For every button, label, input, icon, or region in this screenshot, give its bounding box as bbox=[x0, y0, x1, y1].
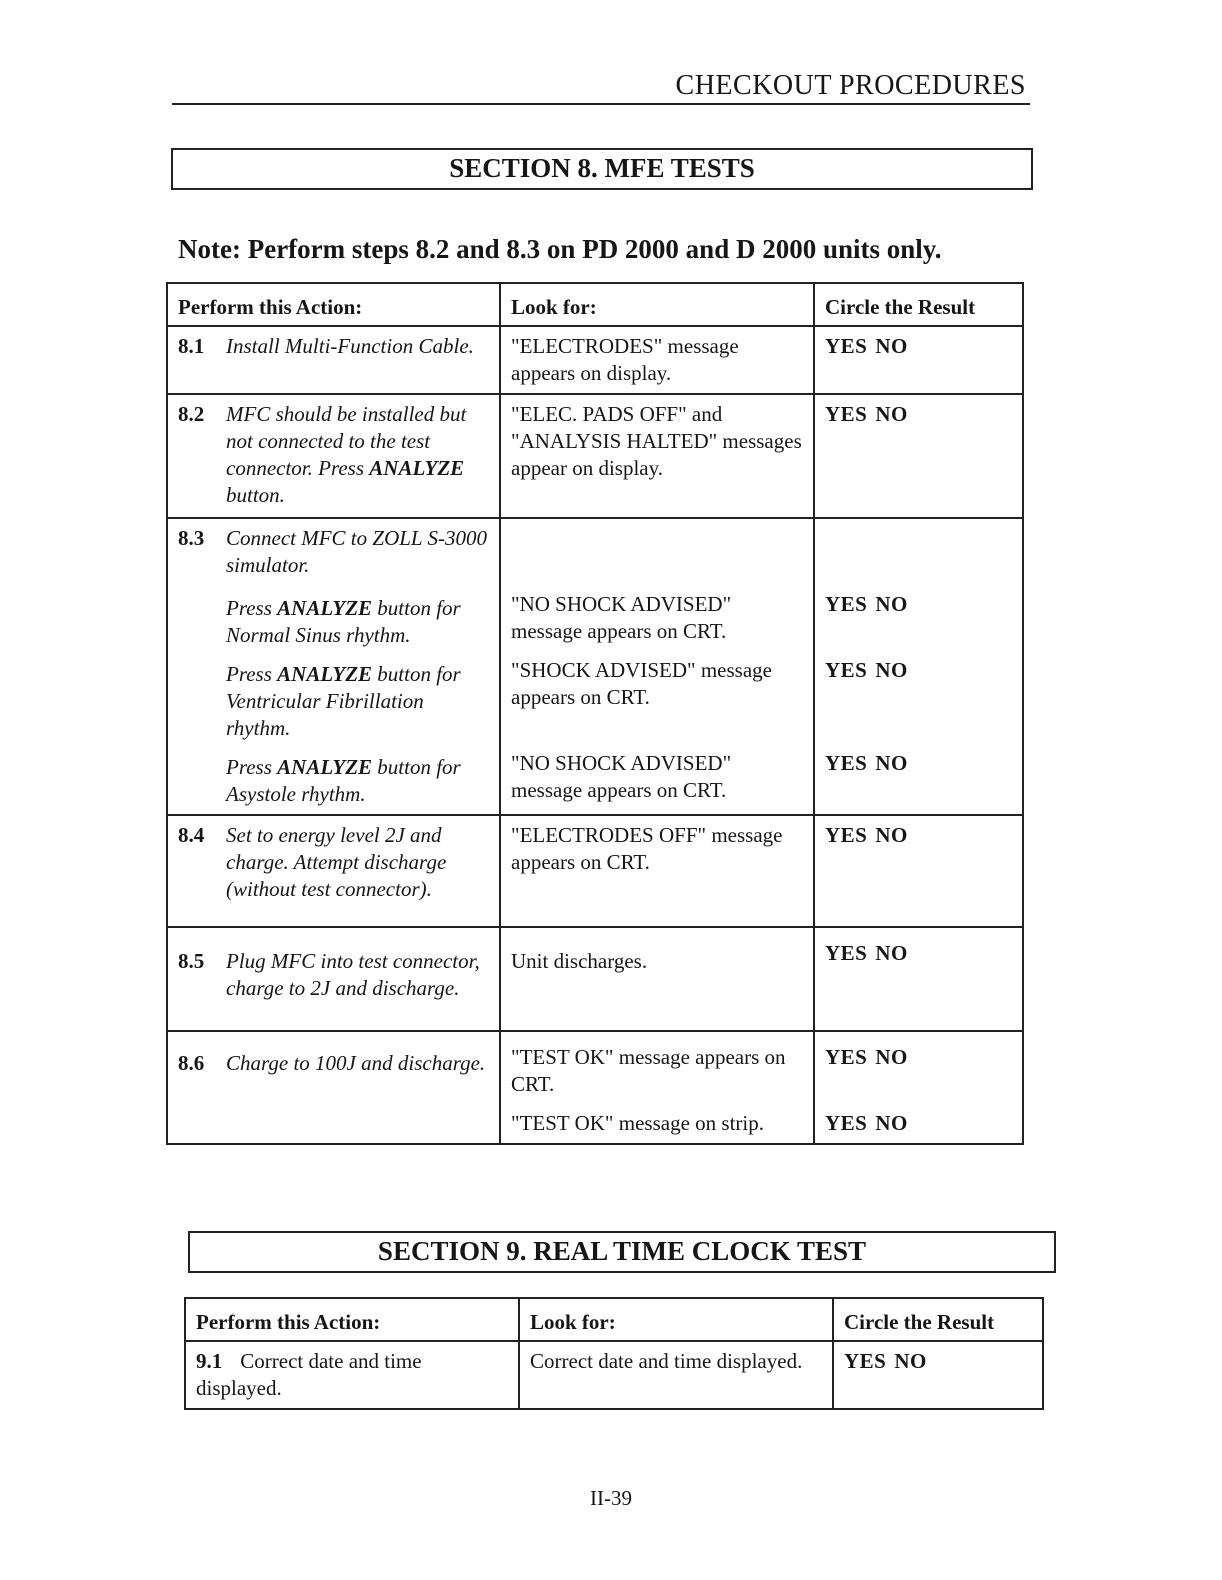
column-header-result: Circle the Result bbox=[833, 1298, 1043, 1341]
look-sub-3: "NO SHOCK ADVISED" message appears on CRT. bbox=[511, 751, 732, 802]
step-number: 8.2 bbox=[178, 402, 205, 426]
action-text: Install Multi-Function Cable. bbox=[226, 334, 474, 358]
table-header-row bbox=[167, 283, 1023, 326]
column-header-look: Look for: bbox=[500, 283, 814, 326]
result-yes[interactable]: YES bbox=[825, 823, 868, 847]
look-cell: Correct date and time displayed. bbox=[519, 1341, 833, 1409]
look-line-1: "TEST OK" message appears on CRT. bbox=[511, 1045, 786, 1096]
result-cell bbox=[814, 394, 1023, 518]
sub-action-1 bbox=[226, 595, 489, 649]
action-cell bbox=[185, 1341, 519, 1409]
look-cell: Unit discharges. bbox=[500, 927, 814, 1031]
action-cell bbox=[167, 1031, 500, 1144]
look-line-2: "TEST OK" message on strip. bbox=[511, 1111, 764, 1135]
sub-text: Press bbox=[226, 755, 278, 779]
result-line-2 bbox=[825, 1110, 1012, 1137]
result-sub-2 bbox=[825, 657, 1012, 684]
column-header-result: Circle the Result bbox=[814, 283, 1023, 326]
result-no[interactable]: NO bbox=[875, 823, 908, 847]
sub-action-3 bbox=[226, 754, 489, 808]
action-cell bbox=[167, 927, 500, 1031]
result-yes[interactable]: YES bbox=[825, 658, 868, 682]
result-cell bbox=[814, 326, 1023, 394]
section-9-table bbox=[184, 1297, 1044, 1410]
look-cell bbox=[500, 518, 814, 815]
result-no[interactable]: NO bbox=[875, 1045, 908, 1069]
action-cell bbox=[167, 326, 500, 394]
step-number: 8.3 bbox=[178, 526, 205, 550]
action-cell bbox=[167, 394, 500, 518]
result-no[interactable]: NO bbox=[875, 334, 908, 358]
result-no[interactable]: NO bbox=[894, 1349, 927, 1373]
page-number: II-39 bbox=[590, 1486, 632, 1510]
sub-text: button for Normal Sinus rhythm. bbox=[226, 596, 461, 647]
look-cell: "ELECTRODES OFF" message appears on CRT. bbox=[500, 815, 814, 927]
page-header-title: CHECKOUT PROCEDURES bbox=[675, 70, 1026, 101]
sub-text: button for Asystole rhythm. bbox=[226, 755, 461, 806]
result-cell bbox=[814, 815, 1023, 927]
section-9-title: SECTION 9. REAL TIME CLOCK TEST bbox=[188, 1231, 1056, 1273]
table-row bbox=[185, 1341, 1043, 1409]
result-sub-3 bbox=[825, 750, 1012, 777]
table-row bbox=[167, 326, 1023, 394]
look-sub-1: "NO SHOCK ADVISED" message appears on CRT. bbox=[511, 592, 732, 643]
column-header-look: Look for: bbox=[519, 1298, 833, 1341]
result-no[interactable]: NO bbox=[875, 402, 908, 426]
sub-text: Press bbox=[226, 662, 278, 686]
action-text: Set to energy level 2J and charge. Attempt discharge (without test connector). bbox=[226, 823, 447, 901]
step-number: 8.5 bbox=[178, 949, 205, 973]
look-cell bbox=[500, 1031, 814, 1144]
action-text: Charge to 100J and discharge. bbox=[226, 1051, 486, 1075]
result-cell bbox=[814, 518, 1023, 815]
sub-text: button for Ventricular Fibrillation rhythm. bbox=[226, 662, 461, 740]
step-number: 8.6 bbox=[178, 1051, 205, 1075]
look-cell: "ELEC. PADS OFF" and "ANALYSIS HALTED" messages appear on display. bbox=[500, 394, 814, 518]
step-number: 8.4 bbox=[178, 823, 205, 847]
table-row bbox=[167, 815, 1023, 927]
result-yes[interactable]: YES bbox=[825, 334, 868, 358]
step-number: 8.1 bbox=[178, 334, 205, 358]
action-button-name: ANALYZE bbox=[369, 456, 465, 480]
table-row bbox=[167, 927, 1023, 1031]
look-sub-2: "SHOCK ADVISED" message appears on CRT. bbox=[511, 658, 772, 709]
action-button-name: ANALYZE bbox=[277, 662, 373, 686]
look-cell: "ELECTRODES" message appears on display. bbox=[500, 326, 814, 394]
result-line-1 bbox=[825, 1044, 1012, 1071]
action-button-name: ANALYZE bbox=[277, 596, 373, 620]
result-no[interactable]: NO bbox=[875, 1111, 908, 1135]
result-yes[interactable]: YES bbox=[825, 402, 868, 426]
result-sub-1 bbox=[825, 591, 1012, 618]
sub-text: Press bbox=[226, 596, 278, 620]
column-header-action: Perform this Action: bbox=[185, 1298, 519, 1341]
result-yes[interactable]: YES bbox=[825, 1045, 868, 1069]
column-header-action: Perform this Action: bbox=[167, 283, 500, 326]
table-row bbox=[167, 518, 1023, 815]
result-yes[interactable]: YES bbox=[844, 1349, 887, 1373]
action-text-part: button. bbox=[226, 483, 285, 507]
action-text-part: MFC should be installed but not connected to the test connector. Press bbox=[226, 402, 467, 480]
result-no[interactable]: NO bbox=[875, 751, 908, 775]
result-cell bbox=[833, 1341, 1043, 1409]
action-button-name: ANALYZE bbox=[277, 755, 373, 779]
result-cell bbox=[814, 1031, 1023, 1144]
section-8-table bbox=[166, 282, 1024, 1145]
result-yes[interactable]: YES bbox=[825, 941, 868, 965]
table-header-row bbox=[185, 1298, 1043, 1341]
table-row bbox=[167, 394, 1023, 518]
action-cell bbox=[167, 815, 500, 927]
result-no[interactable]: NO bbox=[875, 658, 908, 682]
result-yes[interactable]: YES bbox=[825, 1111, 868, 1135]
header-rule bbox=[172, 103, 1030, 105]
table-row bbox=[167, 1031, 1023, 1144]
section-8-title: SECTION 8. MFE TESTS bbox=[171, 148, 1033, 190]
result-yes[interactable]: YES bbox=[825, 751, 868, 775]
action-cell bbox=[167, 518, 500, 815]
action-text bbox=[226, 401, 489, 509]
sub-action-2 bbox=[226, 661, 489, 742]
result-no[interactable]: NO bbox=[875, 592, 908, 616]
result-cell bbox=[814, 927, 1023, 1031]
action-text: Correct date and time displayed. bbox=[196, 1349, 422, 1400]
result-no[interactable]: NO bbox=[875, 941, 908, 965]
action-text: Plug MFC into test connector, charge to 2J and discharge. bbox=[226, 949, 480, 1000]
result-yes[interactable]: YES bbox=[825, 592, 868, 616]
action-text: Connect MFC to ZOLL S-3000 simulator. bbox=[226, 526, 487, 577]
step-number: 9.1 bbox=[196, 1349, 223, 1373]
section-8-note: Note: Perform steps 8.2 and 8.3 on PD 2000 and D 2000 units only. bbox=[178, 234, 942, 264]
